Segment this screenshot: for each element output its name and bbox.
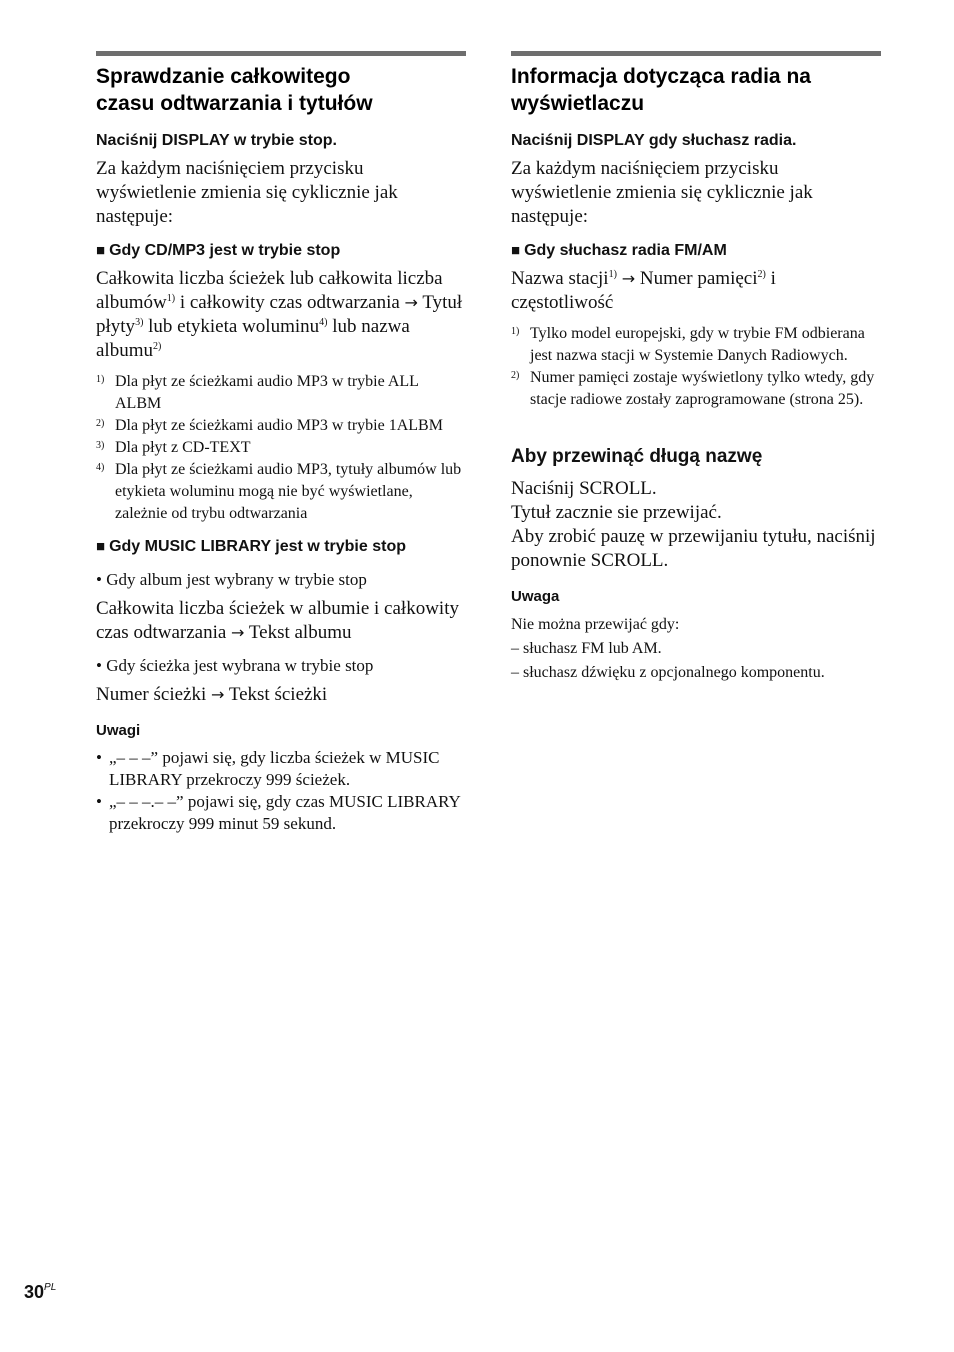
cd-mp3-cycle-text <box>96 267 466 363</box>
album-cycle-text <box>96 597 466 645</box>
footnote-text: Dla płyt ze ścieżkami audio MP3 w trybie 1ALBM <box>115 417 443 434</box>
footnote <box>96 415 466 437</box>
track-cycle-text <box>96 683 466 707</box>
footnote-number: 4) <box>96 462 105 473</box>
text-run: Tytuł płyty <box>96 292 463 337</box>
footnote-text: Dla płyt ze ścieżkami audio MP3 w trybie ALL ALBM <box>115 373 419 412</box>
footnote <box>96 371 466 415</box>
section-rule <box>96 51 466 56</box>
note-title: Uwaga <box>511 588 560 605</box>
right-section-title <box>511 63 881 117</box>
note-item <box>96 747 466 791</box>
text-run: lub etykieta woluminu <box>143 316 320 337</box>
note-intro: Nie można przewijać gdy: <box>511 616 680 633</box>
note-item: – słuchasz FM lub AM. <box>511 640 662 657</box>
footnote <box>96 437 466 459</box>
text-line: Naciśnij SCROLL. <box>511 478 657 499</box>
page-language-suffix: PL <box>44 1282 57 1293</box>
text-run: lub nazwa albumu <box>96 316 410 361</box>
footnote-number: 3) <box>96 440 105 451</box>
square-bullet-icon: ■ <box>511 242 521 259</box>
text-run: Numer ścieżki <box>96 684 212 705</box>
footnote-number: 2) <box>511 370 520 381</box>
arrow-right-icon: → <box>211 685 225 704</box>
subheading-text: Gdy CD/MP3 jest w trybie stop <box>109 242 341 259</box>
text-line: Aby zrobić pauzę w przewijaniu tytułu, naciśnij ponownie SCROLL. <box>511 526 876 571</box>
scroll-text <box>511 477 881 573</box>
footnote-number: 1) <box>511 326 520 337</box>
left-section-title <box>96 63 466 117</box>
page-number-value: 30 <box>24 1282 45 1302</box>
title-line: czasu odtwarzania i tytułów <box>96 92 373 115</box>
footnote-number: 2) <box>96 418 105 429</box>
text-run: Tekst albumu <box>244 622 352 643</box>
track-selected-bullet: • Gdy ścieżka jest wybrana w trybie stop <box>96 656 374 675</box>
footnote-ref: 2) <box>757 269 766 280</box>
text-line: Tytuł zacznie sie przewijać. <box>511 502 722 523</box>
arrow-right-icon: → <box>231 623 245 642</box>
text-run: i częstotliwość <box>511 268 776 313</box>
note-item <box>96 791 466 835</box>
subheading-text: Gdy MUSIC LIBRARY jest w trybie stop <box>109 538 406 555</box>
subheading-cd-mp3 <box>96 241 466 261</box>
note-text: „– – –.– –” pojawi się, gdy czas MUSIC LIBRARY przekroczy 999 minut 59 sekund. <box>109 792 461 833</box>
footnote-ref: 3) <box>135 317 144 328</box>
footnote-number: 1) <box>96 374 105 385</box>
page-number <box>24 1282 56 1303</box>
title-line: Informacja dotycząca radia na <box>511 65 811 88</box>
left-column <box>96 51 466 835</box>
album-selected-bullet: • Gdy album jest wybrany w trybie stop <box>96 570 367 589</box>
text-run: i całkowity czas odtwarzania <box>175 292 405 313</box>
bullet-dot-icon: • <box>96 748 102 767</box>
arrow-right-icon: → <box>621 269 636 288</box>
text-run: Numer pamięci <box>635 268 758 289</box>
text-run: Całkowita liczba ścieżek w albumie i całkowity czas odtwarzania <box>96 598 459 643</box>
note-text: „– – –” pojawi się, gdy liczba ścieżek w MUSIC LIBRARY przekroczy 999 ścieżek. <box>109 748 440 789</box>
notes-title: Uwagi <box>96 722 141 739</box>
right-column <box>511 51 881 685</box>
left-intro: Za każdym naciśnięciem przycisku wyświetlenie zmienia się cyklicznie jak następuje: <box>96 158 398 227</box>
title-line: Sprawdzanie całkowitego <box>96 65 351 88</box>
subheading-text: Gdy słuchasz radia FM/AM <box>524 242 727 259</box>
section-rule <box>511 51 881 56</box>
right-intro: Za każdym naciśnięciem przycisku wyświetlenie zmienia się cyklicznie jak następuje: <box>511 158 813 227</box>
square-bullet-icon: ■ <box>96 242 106 259</box>
text-run: Nazwa stacji <box>511 268 609 289</box>
footnote <box>96 459 466 525</box>
right-lead-instruction: Naciśnij DISPLAY gdy słuchasz radia. <box>511 132 797 149</box>
footnote <box>511 323 881 367</box>
subheading-radio <box>511 241 881 261</box>
footnote-text: Dla płyt ze ścieżkami audio MP3, tytuły albumów lub etykieta woluminu mogą nie być wyświetlane, zależnie od trybu odtwarzania <box>115 461 462 522</box>
scroll-heading: Aby przewinąć długą nazwę <box>511 446 763 467</box>
title-line: wyświetlaczu <box>511 92 645 115</box>
footnote-ref: 1) <box>608 269 617 280</box>
footnote-list <box>511 323 881 411</box>
left-lead-instruction: Naciśnij DISPLAY w trybie stop. <box>96 132 337 149</box>
footnote-ref: 1) <box>166 293 176 304</box>
text-run: Tekst ścieżki <box>224 684 328 705</box>
footnote-list <box>96 371 466 525</box>
text-run: Całkowita liczba ścieżek lub całkowita liczba albumów <box>96 268 443 313</box>
footnote-text: Numer pamięci zostaje wyświetlony tylko wtedy, gdy stacje radiowe zostały zaprogramowane (strona 25). <box>530 369 875 408</box>
arrow-right-icon: → <box>404 293 418 312</box>
footnote <box>511 367 881 411</box>
square-bullet-icon: ■ <box>96 538 106 555</box>
note-item: – słuchasz dźwięku z opcjonalnego komponentu. <box>511 664 825 681</box>
radio-cycle-text <box>511 267 881 315</box>
subheading-music-library <box>96 537 466 557</box>
footnote-ref: 2) <box>153 341 162 352</box>
bullet-dot-icon: • <box>96 792 102 811</box>
footnote-text: Dla płyt z CD-TEXT <box>115 439 251 456</box>
footnote-text: Tylko model europejski, gdy w trybie FM odbierana jest nazwa stacji w Systemie Danych Radiowych. <box>530 325 865 364</box>
footnote-ref: 4) <box>319 317 328 328</box>
